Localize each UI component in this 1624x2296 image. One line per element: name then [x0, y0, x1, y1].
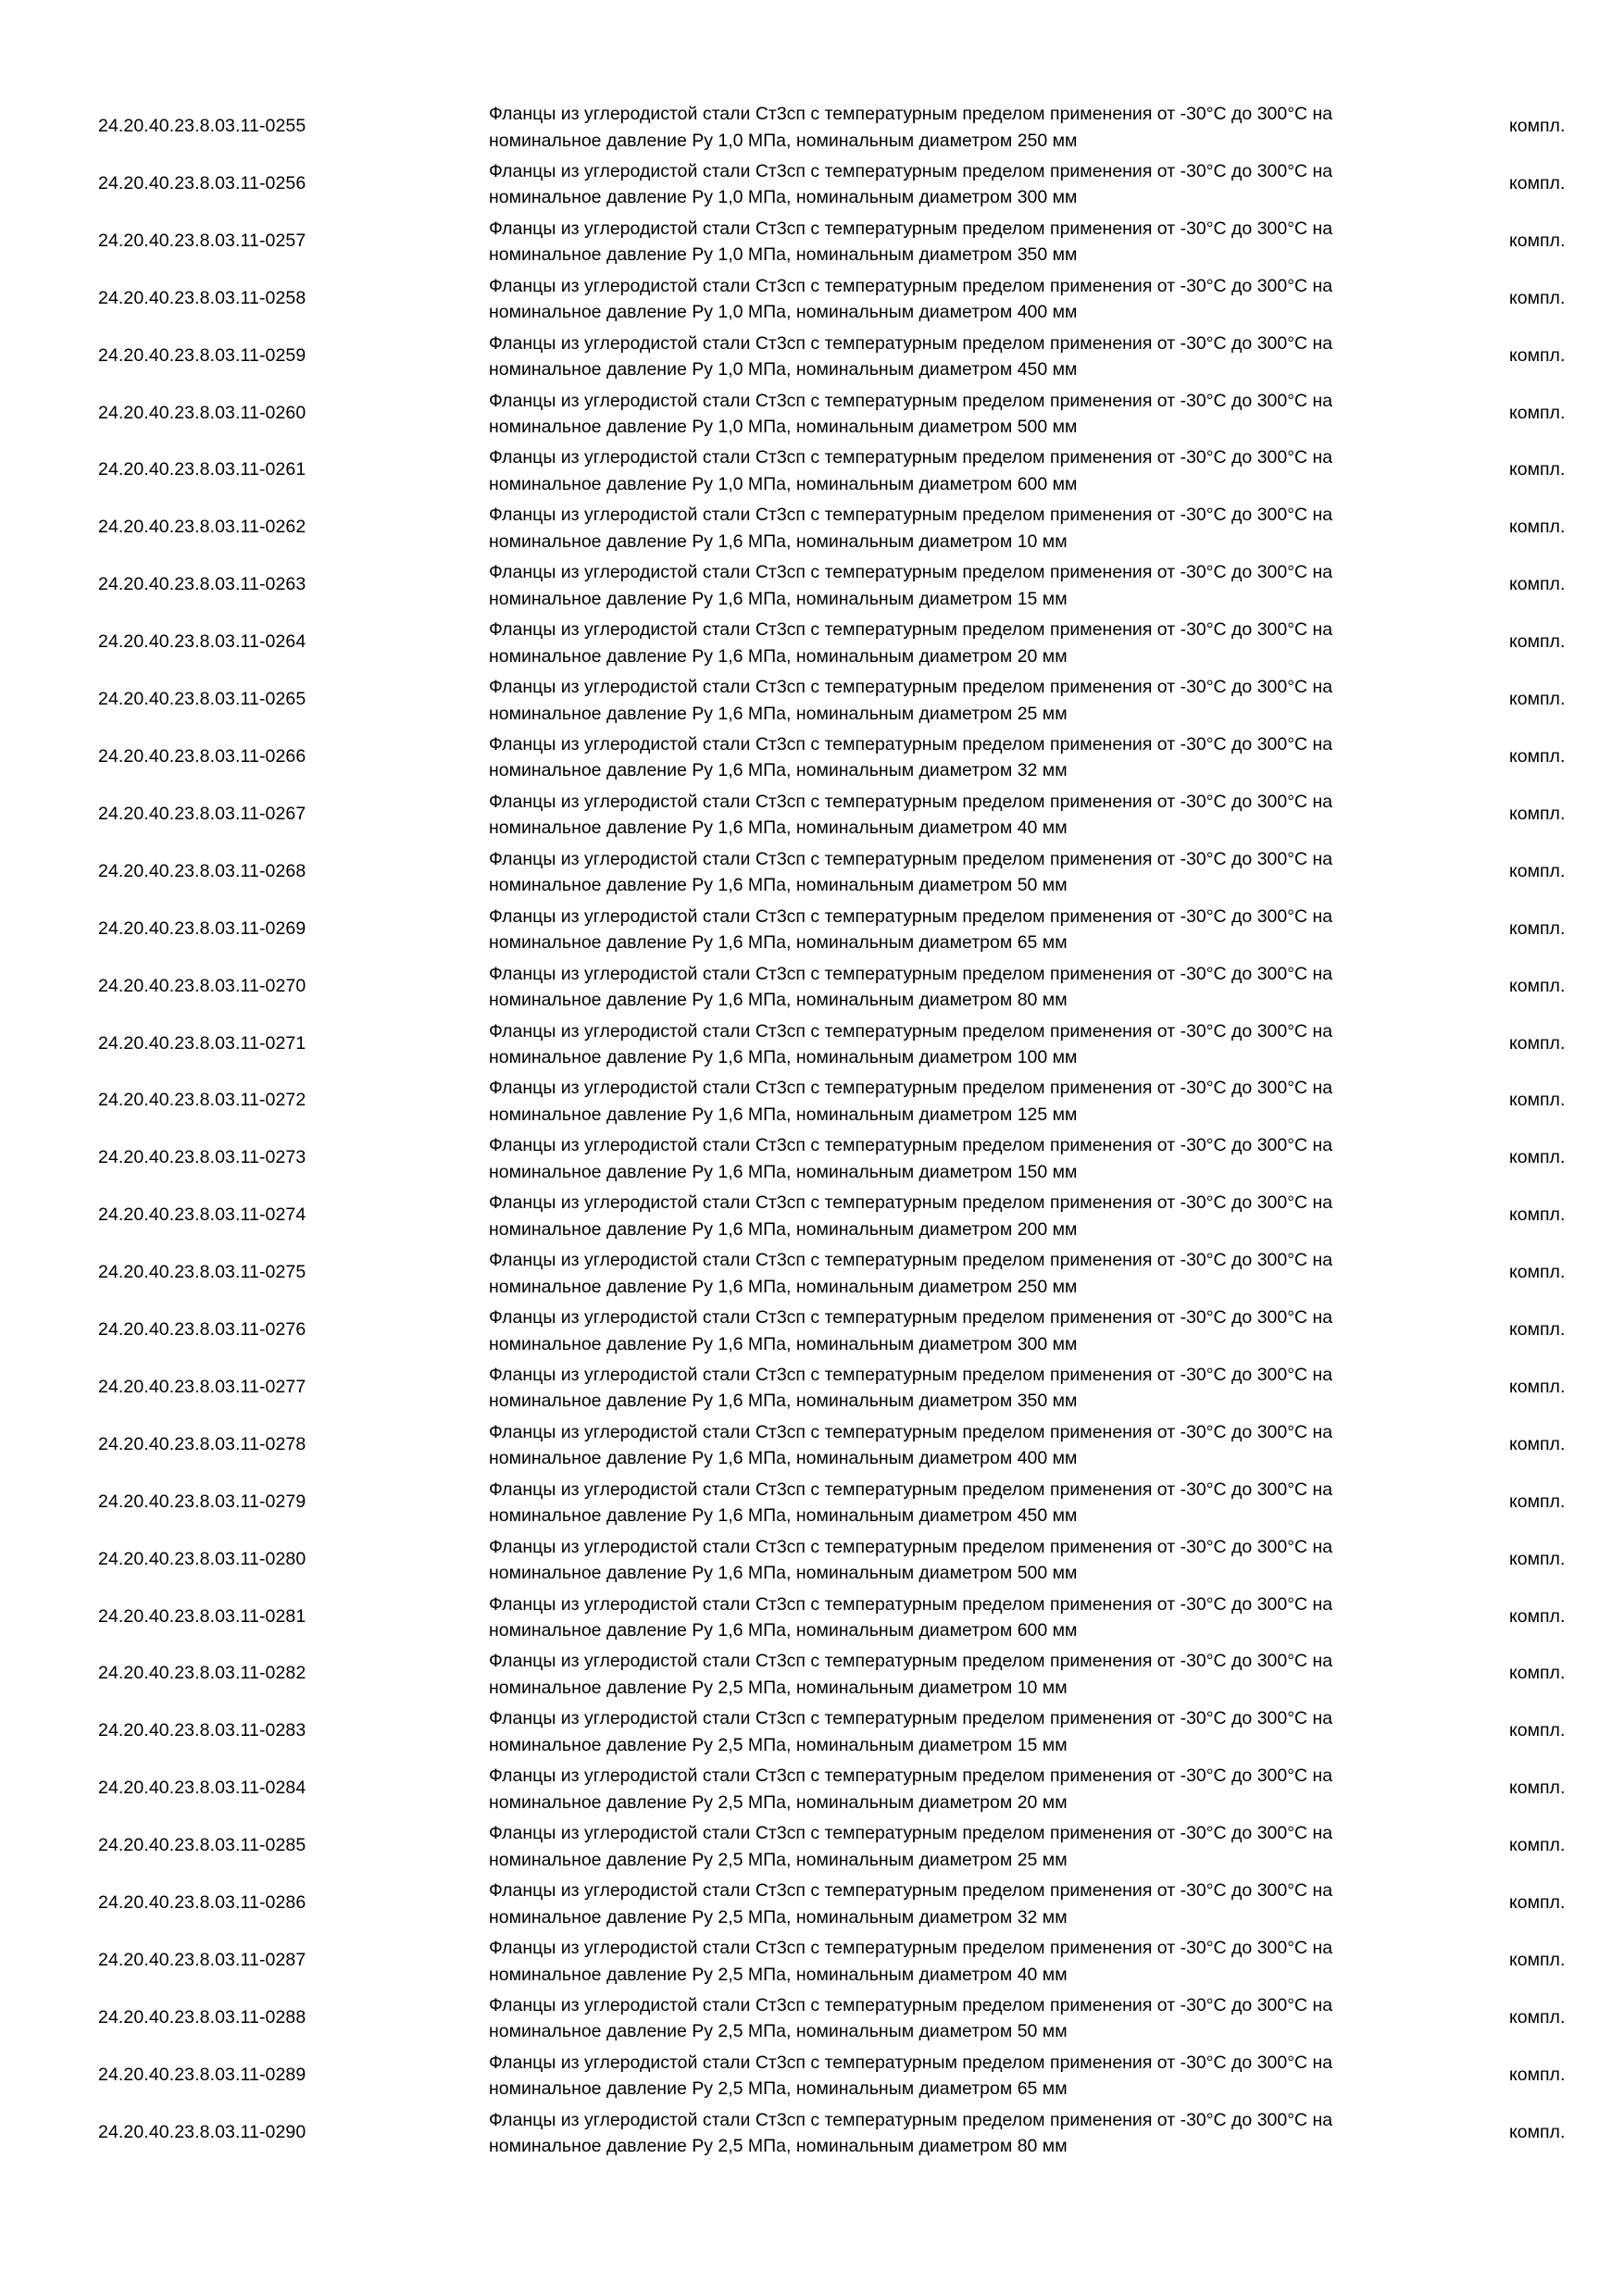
description-line-1: Фланцы из углеродистой стали Ст3сп с температурным пределом применения от -30°С до 300°С на: [489, 275, 1333, 296]
description-line-2: номинальное давление Ру 1,6 МПа, номинальным диаметром 450 мм: [489, 1505, 1078, 1527]
description-line-2: номинальное давление Ру 1,0 МПа, номинальным диаметром 450 мм: [489, 359, 1078, 381]
resource-description: [489, 1190, 1433, 1242]
resource-code: 24.20.40.23.8.03.11-0276: [98, 1319, 306, 1341]
description-line-1: Фланцы из углеродистой стали Ст3сп с температурным пределом применения от -30°С до 300°С на: [489, 791, 1333, 812]
resource-code: 24.20.40.23.8.03.11-0259: [98, 344, 306, 366]
table-row: [0, 499, 1624, 556]
unit-of-measure: компл.: [1509, 1032, 1566, 1054]
resource-description: [489, 961, 1433, 1014]
resource-code: 24.20.40.23.8.03.11-0273: [98, 1147, 306, 1168]
resource-description: [489, 731, 1433, 784]
description-line-1: Фланцы из углеродистой стали Ст3сп с температурным пределом применения от -30°С до 300°С на: [489, 1307, 1333, 1329]
table-row: [0, 270, 1624, 328]
resource-code: 24.20.40.23.8.03.11-0287: [98, 1950, 306, 1970]
table-row: [0, 1244, 1624, 1302]
resource-description: [489, 388, 1433, 441]
resource-table: [0, 98, 1624, 2162]
table-row: [0, 843, 1624, 901]
description-line-1: Фланцы из углеродистой стали Ст3сп с температурным пределом применения от -30°С до 300°С на: [489, 1192, 1333, 1214]
unit-of-measure: компл.: [1509, 1835, 1566, 1856]
unit-of-measure: компл.: [1509, 1147, 1566, 1168]
description-line-1: Фланцы из углеродистой стали Ст3сп с температурным пределом применения от -30°С до 300°С на: [489, 104, 1333, 124]
resource-code: 24.20.40.23.8.03.11-0282: [98, 1663, 306, 1684]
resource-code: 24.20.40.23.8.03.11-0285: [98, 1835, 306, 1856]
table-row: [0, 671, 1624, 729]
description-line-1: Фланцы из углеродистой стали Ст3сп с температурным пределом применения от -30°С до 300°С на: [489, 1135, 1333, 1156]
unit-of-measure: компл.: [1509, 172, 1566, 193]
resource-description: [489, 1935, 1433, 1988]
resource-description: [489, 1820, 1433, 1873]
table-row: [0, 2104, 1624, 2162]
description-line-1: Фланцы из углеродистой стали Ст3сп с температурным пределом применения от -30°С до 300°С на: [489, 218, 1333, 239]
resource-description: [489, 1132, 1433, 1185]
description-line-2: номинальное давление Ру 1,6 МПа, номинальным диаметром 350 мм: [489, 1391, 1078, 1412]
resource-description: [489, 1075, 1433, 1128]
resource-code: 24.20.40.23.8.03.11-0256: [98, 172, 306, 193]
description-line-2: номинальное давление Ру 1,6 МПа, номинальным диаметром 10 мм: [489, 530, 1068, 552]
resource-description: [489, 789, 1433, 842]
description-line-1: Фланцы из углеродистой стали Ст3сп с температурным пределом применения от -30°С до 300°С на: [489, 1766, 1333, 1787]
resource-description: [489, 1304, 1433, 1357]
table-row: [0, 729, 1624, 786]
unit-of-measure: компл.: [1509, 1319, 1566, 1341]
resource-code: 24.20.40.23.8.03.11-0272: [98, 1090, 306, 1111]
resource-description: [489, 502, 1433, 555]
unit-of-measure: компл.: [1509, 459, 1566, 480]
table-row: [0, 156, 1624, 213]
resource-code: 24.20.40.23.8.03.11-0278: [98, 1433, 306, 1454]
description-line-2: номинальное давление Ру 1,0 МПа, номинальным диаметром 500 мм: [489, 417, 1078, 438]
table-row: [0, 1645, 1624, 1703]
description-line-2: номинальное давление Ру 1,6 МПа, номинальным диаметром 50 мм: [489, 875, 1068, 896]
resource-code: 24.20.40.23.8.03.11-0263: [98, 574, 306, 595]
table-row: [0, 213, 1624, 270]
description-line-2: номинальное давление Ру 2,5 МПа, номинальным диаметром 80 мм: [489, 2136, 1068, 2157]
resource-code: 24.20.40.23.8.03.11-0283: [98, 1720, 306, 1741]
resource-code: 24.20.40.23.8.03.11-0270: [98, 975, 306, 996]
table-row: [0, 1016, 1624, 1073]
unit-of-measure: компл.: [1509, 2064, 1566, 2085]
description-line-1: Фланцы из углеродистой стали Ст3сп с температурным пределом применения от -30°С до 300°С на: [489, 963, 1333, 984]
description-line-1: Фланцы из углеродистой стали Ст3сп с температурным пределом применения от -30°С до 300°С на: [489, 1593, 1333, 1615]
table-row: [0, 1760, 1624, 1817]
resource-description: [489, 1705, 1433, 1758]
resource-code: 24.20.40.23.8.03.11-0255: [98, 116, 306, 136]
description-line-1: Фланцы из углеродистой стали Ст3сп с температурным пределом применения от -30°С до 300°С на: [489, 332, 1333, 354]
resource-description: [489, 101, 1433, 154]
unit-of-measure: компл.: [1509, 116, 1566, 136]
resource-description: [489, 617, 1433, 669]
description-line-2: номинальное давление Ру 1,0 МПа, номинальным диаметром 250 мм: [489, 130, 1078, 151]
resource-code: 24.20.40.23.8.03.11-0290: [98, 2121, 306, 2142]
description-line-1: Фланцы из углеродистой стали Ст3сп с температурным пределом применения от -30°С до 300°С на: [489, 1421, 1333, 1442]
unit-of-measure: компл.: [1509, 1204, 1566, 1226]
table-row: [0, 328, 1624, 385]
resource-code: 24.20.40.23.8.03.11-0289: [98, 2064, 306, 2085]
resource-description: [489, 158, 1433, 211]
description-line-1: Фланцы из углеродистой стали Ст3сп с температурным пределом применения от -30°С до 300°С на: [489, 733, 1333, 755]
description-line-1: Фланцы из углеродистой стали Ст3сп с температурным пределом применения от -30°С до 300°С на: [489, 505, 1333, 526]
resource-description: [489, 444, 1433, 497]
resource-code: 24.20.40.23.8.03.11-0288: [98, 2006, 306, 2028]
description-line-1: Фланцы из углеродистой стали Ст3сп с температурным пределом применения от -30°С до 300°С на: [489, 848, 1333, 869]
resource-description: [489, 273, 1433, 326]
resource-description: [489, 2050, 1433, 2103]
resource-code: 24.20.40.23.8.03.11-0274: [98, 1204, 306, 1226]
unit-of-measure: компл.: [1509, 1892, 1566, 1914]
description-line-2: номинальное давление Ру 1,6 МПа, номинальным диаметром 25 мм: [489, 703, 1068, 724]
description-line-2: номинальное давление Ру 1,0 МПа, номинальным диаметром 350 мм: [489, 244, 1078, 266]
resource-description: [489, 1591, 1433, 1644]
unit-of-measure: компл.: [1509, 1376, 1566, 1397]
description-line-1: Фланцы из углеродистой стали Ст3сп с температурным пределом применения от -30°С до 300°С на: [489, 1880, 1333, 1902]
table-row: [0, 1990, 1624, 2047]
description-line-2: номинальное давление Ру 1,6 МПа, номинальным диаметром 300 мм: [489, 1333, 1078, 1354]
description-line-2: номинальное давление Ру 1,6 МПа, номинальным диаметром 400 мм: [489, 1448, 1078, 1469]
description-line-1: Фланцы из углеродистой стали Ст3сп с температурным пределом применения от -30°С до 300°С на: [489, 2109, 1333, 2130]
table-row: [0, 1359, 1624, 1416]
resource-code: 24.20.40.23.8.03.11-0261: [98, 459, 306, 480]
description-line-2: номинальное давление Ру 1,6 МПа, номинальным диаметром 200 мм: [489, 1218, 1078, 1240]
resource-code: 24.20.40.23.8.03.11-0262: [98, 517, 306, 538]
description-line-1: Фланцы из углеродистой стали Ст3сп с температурным пределом применения от -30°С до 300°С на: [489, 562, 1333, 583]
description-line-2: номинальное давление Ру 2,5 МПа, номинальным диаметром 15 мм: [489, 1734, 1068, 1755]
unit-of-measure: компл.: [1509, 1491, 1566, 1512]
description-line-2: номинальное давление Ру 1,6 МПа, номинальным диаметром 80 мм: [489, 990, 1068, 1011]
description-line-2: номинальное давление Ру 2,5 МПа, номинальным диаметром 40 мм: [489, 1964, 1068, 1985]
description-line-2: номинальное давление Ру 2,5 МПа, номинальным диаметром 50 мм: [489, 2021, 1068, 2042]
resource-code: 24.20.40.23.8.03.11-0258: [98, 287, 306, 308]
unit-of-measure: компл.: [1509, 287, 1566, 308]
resource-description: [489, 216, 1433, 268]
description-line-1: Фланцы из углеродистой стали Ст3сп с температурным пределом применения от -30°С до 300°С на: [489, 1078, 1333, 1099]
unit-of-measure: компл.: [1509, 1605, 1566, 1627]
unit-of-measure: компл.: [1509, 344, 1566, 366]
unit-of-measure: компл.: [1509, 1090, 1566, 1111]
resource-code: 24.20.40.23.8.03.11-0275: [98, 1262, 306, 1283]
table-row: [0, 1474, 1624, 1531]
description-line-2: номинальное давление Ру 1,6 МПа, номинальным диаметром 250 мм: [489, 1276, 1078, 1297]
unit-of-measure: компл.: [1509, 574, 1566, 595]
unit-of-measure: компл.: [1509, 689, 1566, 710]
description-line-2: номинальное давление Ру 1,6 МПа, номинальным диаметром 500 мм: [489, 1563, 1078, 1584]
resource-description: [489, 1362, 1433, 1415]
unit-of-measure: компл.: [1509, 517, 1566, 538]
resource-description: [489, 904, 1433, 956]
resource-code: 24.20.40.23.8.03.11-0281: [98, 1605, 306, 1627]
resource-description: [489, 1247, 1433, 1300]
resource-description: [489, 674, 1433, 727]
table-row: [0, 1932, 1624, 1990]
resource-code: 24.20.40.23.8.03.11-0265: [98, 689, 306, 710]
table-row: [0, 1817, 1624, 1875]
unit-of-measure: компл.: [1509, 917, 1566, 939]
unit-of-measure: компл.: [1509, 2006, 1566, 2028]
description-line-1: Фланцы из углеродистой стали Ст3сп с температурным пределом применения от -30°С до 300°С на: [489, 390, 1333, 411]
description-line-2: номинальное давление Ру 2,5 МПа, номинальным диаметром 65 мм: [489, 2078, 1068, 2100]
unit-of-measure: компл.: [1509, 860, 1566, 881]
description-line-1: Фланцы из углеродистой стали Ст3сп с температурным пределом применения от -30°С до 300°С на: [489, 160, 1333, 181]
description-line-1: Фланцы из углеродистой стали Ст3сп с температурным пределом применения от -30°С до 300°С на: [489, 2052, 1333, 2073]
table-row: [0, 1875, 1624, 1932]
description-line-1: Фланцы из углеродистой стали Ст3сп с температурным пределом применения от -30°С до 300°С на: [489, 619, 1333, 641]
unit-of-measure: компл.: [1509, 1778, 1566, 1799]
resource-code: 24.20.40.23.8.03.11-0279: [98, 1491, 306, 1512]
unit-of-measure: компл.: [1509, 975, 1566, 996]
resource-description: [489, 1419, 1433, 1472]
description-line-1: Фланцы из углеродистой стали Ст3сп с температурным пределом применения от -30°С до 300°С на: [489, 1364, 1333, 1385]
unit-of-measure: компл.: [1509, 1433, 1566, 1454]
unit-of-measure: компл.: [1509, 631, 1566, 653]
resource-description: [489, 846, 1433, 899]
description-line-1: Фланцы из углеродистой стали Ст3сп с температурным пределом применения от -30°С до 300°С на: [489, 1708, 1333, 1729]
table-row: [0, 901, 1624, 958]
description-line-2: номинальное давление Ру 2,5 МПа, номинальным диаметром 25 мм: [489, 1849, 1068, 1870]
resource-description: [489, 1477, 1433, 1529]
unit-of-measure: компл.: [1509, 1262, 1566, 1283]
table-row: [0, 442, 1624, 499]
unit-of-measure: компл.: [1509, 1663, 1566, 1684]
resource-description: [489, 1992, 1433, 2045]
table-row: [0, 98, 1624, 156]
description-line-2: номинальное давление Ру 1,6 МПа, номинальным диаметром 150 мм: [489, 1161, 1078, 1182]
unit-of-measure: компл.: [1509, 402, 1566, 423]
table-row: [0, 786, 1624, 843]
description-line-2: номинальное давление Ру 1,6 МПа, номинальным диаметром 15 мм: [489, 588, 1068, 609]
description-line-1: Фланцы из углеродистой стали Ст3сп с температурным пределом применения от -30°С до 300°С на: [489, 905, 1333, 927]
resource-description: [489, 1018, 1433, 1071]
table-row: [0, 1302, 1624, 1359]
resource-description: [489, 1534, 1433, 1587]
description-line-2: номинальное давление Ру 2,5 МПа, номинальным диаметром 20 мм: [489, 1791, 1068, 1813]
description-line-1: Фланцы из углеродистой стали Ст3сп с температурным пределом применения от -30°С до 300°С на: [489, 1250, 1333, 1271]
resource-code: 24.20.40.23.8.03.11-0267: [98, 803, 306, 824]
table-row: [0, 1072, 1624, 1129]
unit-of-measure: компл.: [1509, 803, 1566, 824]
unit-of-measure: компл.: [1509, 1548, 1566, 1569]
table-row: [0, 2047, 1624, 2104]
unit-of-measure: компл.: [1509, 1950, 1566, 1970]
unit-of-measure: компл.: [1509, 230, 1566, 251]
description-line-2: номинальное давление Ру 1,0 МПа, номинальным диаметром 400 мм: [489, 302, 1078, 323]
description-line-1: Фланцы из углеродистой стали Ст3сп с температурным пределом применения от -30°С до 300°С на: [489, 447, 1333, 468]
description-line-2: номинальное давление Ру 1,6 МПа, номинальным диаметром 125 мм: [489, 1104, 1078, 1125]
unit-of-measure: компл.: [1509, 2121, 1566, 2142]
description-line-1: Фланцы из углеродистой стали Ст3сп с температурным пределом применения от -30°С до 300°С на: [489, 1020, 1333, 1042]
description-line-1: Фланцы из углеродистой стали Ст3сп с температурным пределом применения от -30°С до 300°С на: [489, 1479, 1333, 1500]
description-line-2: номинальное давление Ру 1,0 МПа, номинальным диаметром 300 мм: [489, 187, 1078, 208]
description-line-2: номинальное давление Ру 2,5 МПа, номинальным диаметром 10 мм: [489, 1677, 1068, 1698]
resource-description: [489, 331, 1433, 383]
resource-description: [489, 1763, 1433, 1816]
resource-code: 24.20.40.23.8.03.11-0266: [98, 745, 306, 767]
description-line-2: номинальное давление Ру 2,5 МПа, номинальным диаметром 32 мм: [489, 1906, 1068, 1928]
resource-code: 24.20.40.23.8.03.11-0257: [98, 230, 306, 251]
resource-code: 24.20.40.23.8.03.11-0260: [98, 402, 306, 423]
resource-code: 24.20.40.23.8.03.11-0286: [98, 1892, 306, 1914]
resource-code: 24.20.40.23.8.03.11-0268: [98, 860, 306, 881]
description-line-2: номинальное давление Ру 1,6 МПа, номинальным диаметром 65 мм: [489, 932, 1068, 954]
table-row: [0, 1416, 1624, 1474]
description-line-1: Фланцы из углеродистой стали Ст3сп с температурным пределом применения от -30°С до 300°С на: [489, 1536, 1333, 1557]
description-line-1: Фланцы из углеродистой стали Ст3сп с температурным пределом применения от -30°С до 300°С на: [489, 1651, 1333, 1672]
resource-code: 24.20.40.23.8.03.11-0264: [98, 631, 306, 653]
resource-description: [489, 1648, 1433, 1701]
table-row: [0, 1129, 1624, 1187]
description-line-2: номинальное давление Ру 1,6 МПа, номинальным диаметром 600 мм: [489, 1620, 1078, 1641]
description-line-2: номинальное давление Ру 1,6 МПа, номинальным диаметром 20 мм: [489, 645, 1068, 667]
table-row: [0, 1531, 1624, 1589]
resource-code: 24.20.40.23.8.03.11-0277: [98, 1376, 306, 1397]
resource-code: 24.20.40.23.8.03.11-0269: [98, 917, 306, 939]
table-row: [0, 1187, 1624, 1244]
table-row: [0, 958, 1624, 1016]
unit-of-measure: компл.: [1509, 745, 1566, 767]
table-row: [0, 614, 1624, 671]
description-line-2: номинальное давление Ру 1,6 МПа, номинальным диаметром 40 мм: [489, 817, 1068, 839]
resource-code: 24.20.40.23.8.03.11-0271: [98, 1032, 306, 1054]
description-line-1: Фланцы из углеродистой стали Ст3сп с температурным пределом применения от -30°С до 300°С на: [489, 677, 1333, 698]
description-line-1: Фланцы из углеродистой стали Ст3сп с температурным пределом применения от -30°С до 300°С на: [489, 1823, 1333, 1844]
table-row: [0, 1703, 1624, 1760]
description-line-2: номинальное давление Ру 1,6 МПа, номинальным диаметром 32 мм: [489, 760, 1068, 781]
resource-description: [489, 1878, 1433, 1930]
resource-code: 24.20.40.23.8.03.11-0280: [98, 1548, 306, 1569]
table-row: [0, 1589, 1624, 1646]
resource-code: 24.20.40.23.8.03.11-0284: [98, 1778, 306, 1799]
description-line-2: номинальное давление Ру 1,6 МПа, номинальным диаметром 100 мм: [489, 1047, 1078, 1067]
unit-of-measure: компл.: [1509, 1720, 1566, 1741]
description-line-2: номинальное давление Ру 1,0 МПа, номинальным диаметром 600 мм: [489, 473, 1078, 494]
table-row: [0, 385, 1624, 443]
table-row: [0, 556, 1624, 614]
resource-description: [489, 559, 1433, 612]
description-line-1: Фланцы из углеродистой стали Ст3сп с температурным пределом применения от -30°С до 300°С на: [489, 1938, 1333, 1958]
resource-description: [489, 2107, 1433, 2160]
description-line-1: Фланцы из углеродистой стали Ст3сп с температурным пределом применения от -30°С до 300°С на: [489, 1994, 1333, 2015]
